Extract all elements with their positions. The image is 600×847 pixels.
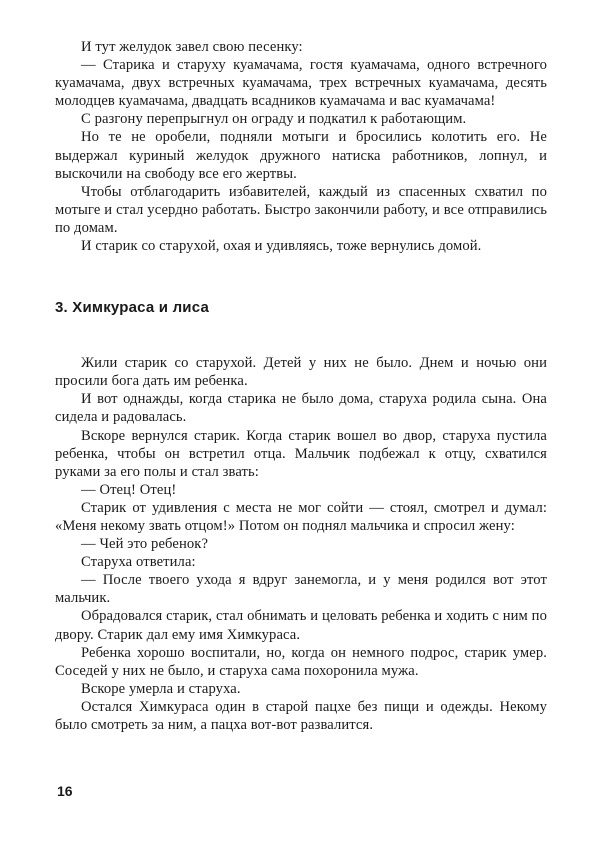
section-1-text bbox=[55, 38, 547, 255]
paragraph: Но те не оробели, подняли мотыги и бросились колотить его. Не выдержал куриный желудок дружного натиска работников, лопнул, и выскочили на свободу все его жертвы. bbox=[55, 129, 547, 182]
paragraph: Вскоре вернулся старик. Когда старик вошел во двор, старуха пустила ребенка, чтобы он встретил отца. Мальчик подбежал к отцу, схватился руками за его полы и стал звать: bbox=[55, 427, 547, 480]
paragraph: Вскоре умерла и старуха. bbox=[81, 680, 241, 697]
paragraph: Остался Химкураса один в старой пацхе без пищи и одежды. Некому было смотреть за ним, а пацха вот-вот развалится. bbox=[55, 698, 547, 733]
paragraph: Чтобы отблагодарить избавителей, каждый из спасенных схватил по мотыге и стал усердно работать. Быстро закончили работу, и все отправились по домам. bbox=[55, 183, 547, 236]
paragraph: И тут желудок завел свою песенку: bbox=[81, 39, 303, 55]
paragraph: Старик от удивления с места не мог сойти — стоял, смотрел и думал: «Меня некому звать отцом!» Потом он поднял мальчика и спросил жену: bbox=[55, 499, 547, 534]
paragraph: И старик со старухой, охая и удивляясь, тоже вернулись домой. bbox=[81, 238, 482, 255]
paragraph: Старуха ответила: bbox=[81, 554, 196, 571]
paragraph: И вот однажды, когда старика не было дома, старуха родила сына. Она сидела и радовалась. bbox=[55, 391, 547, 426]
paragraph: Обрадовался старик, стал обнимать и целовать ребенка и ходить с ним по двору. Старик дал ему имя Химкураса. bbox=[55, 608, 547, 643]
page-body bbox=[55, 38, 547, 734]
spacer bbox=[55, 255, 547, 299]
paragraph: — Отец! Отец! bbox=[81, 481, 177, 498]
spacer bbox=[55, 317, 547, 354]
paragraph: Жили старик со старухой. Детей у них не было. Днем и ночью они просили бога дать им ребенка. bbox=[55, 355, 547, 390]
section-2-text bbox=[55, 354, 547, 734]
page-number: 16 bbox=[57, 783, 73, 799]
paragraph: Ребенка хорошо воспитали, но, когда он немного подрос, старик умер. Соседей у них не было, и старуха сама похоронила мужа. bbox=[55, 644, 547, 679]
paragraph: С разгону перепрыгнул он ограду и подкатил к работающим. bbox=[81, 111, 467, 128]
paragraph: — Старика и старуху куамачама, гостя куамачама, одного встречного куамачама, двух встречных куамачама, трех встречных куамачама, десять молодцев куамачама, двадцать всадников куамачама и вас куамачама! bbox=[55, 57, 547, 110]
section-heading: 3. Химкураса и лиса bbox=[55, 299, 209, 317]
paragraph: — После твоего ухода я вдруг занемогла, и у меня родился вот этот мальчик. bbox=[55, 572, 547, 607]
paragraph: — Чей это ребенок? bbox=[81, 536, 209, 553]
